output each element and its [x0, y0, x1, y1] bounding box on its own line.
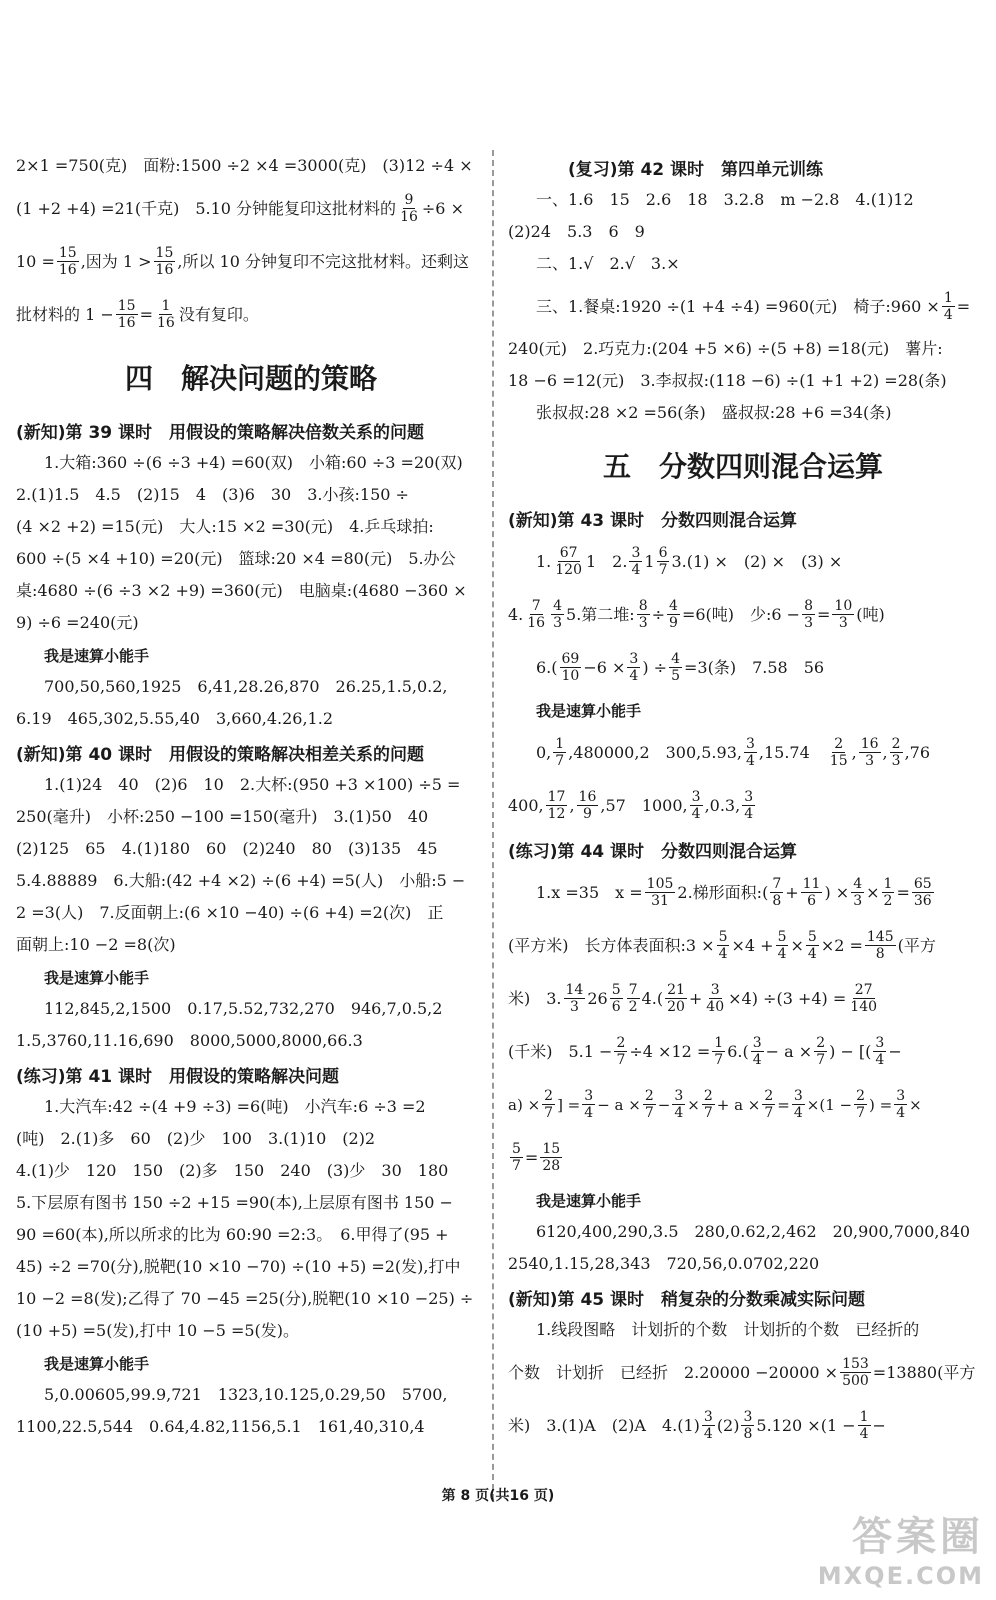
speed-calc-line: 700,50,560,1925 6,41,28.26,870 26.25,1.5,0.2,	[44, 677, 448, 696]
lesson-39-line: 2.(1)1.5 4.5 (2)15 4 (3)6 30 3.小孩:150 ÷	[16, 485, 409, 504]
lesson-40-title: (新知)第 40 课时 用假设的策略解决相差关系的问题	[16, 744, 425, 765]
speed-calc-line: 5,0.00605,99.9,721 1323,10.125,0.29,50 5700,	[44, 1385, 448, 1404]
lesson-44-line: 1.x =35 x = $\frac{105}{31}$ 2.梯形面积:( $\frac{7}{8}$ + $\frac{11}{6}$ ) × $\frac{4}{3}$ × $\frac{1}{2}$ = $\frac{65}{36}$	[536, 876, 932, 909]
right-column	[508, 150, 978, 1452]
speed-calc-line: 112,845,2,1500 0.17,5.52,732,270 946,7,0.5,2	[44, 999, 443, 1018]
speed-calc-title: 我是速算小能手	[44, 646, 150, 665]
lesson-40-line: (2)125 65 4.(1)180 60 (2)240 80 (3)135 45	[16, 839, 438, 858]
speed-calc-title: 我是速算小能手	[536, 701, 642, 720]
lesson-40-line: 5.4.88889 6.大船:(42 +4 ×2) ÷(6 +4) =5(人) 小船:5 −	[16, 871, 466, 890]
text: ÷6 ×	[421, 198, 464, 218]
speed-calc-title: 我是速算小能手	[44, 968, 150, 987]
lesson-41-line: 45) ÷2 =70(分),脱靶(10 ×10 −70) ÷(10 +5) =2(发),打中	[16, 1257, 461, 1276]
lesson-43-line: 4. $\frac{7}{16}$ $\frac{4}{3}$ 5.第二堆: $\frac{8}{3}$ ÷ $\frac{4}{9}$ =6(吨) 少:6 − $\frac{8}{3}$ = $\frac{10}{3}$ (吨)	[508, 598, 885, 631]
lesson-40-line: 1.(1)24 40 (2)6 10 2.大杯:(950 +3 ×100) ÷5 =	[44, 775, 461, 794]
speed-calc-title: 我是速算小能手	[536, 1191, 642, 1210]
intro-line-3: 10 = $\frac{15}{16}$ ,因为 1 > $\frac{15}{16}$ ,所以 10 分钟复印不完这批材料。还剩这	[16, 245, 469, 278]
intro-line-4: 批材料的 1 − $\frac{15}{16}$ = $\frac{1}{16}$ 没有复印。	[16, 298, 259, 331]
lesson-39-line: (4 ×2 +2) =15(元) 大人:15 ×2 =30(元) 4.乒乓球拍:	[16, 517, 434, 536]
lesson-40-line: 2 =3(人) 7.反面朝上:(6 ×10 −40) ÷(6 +4) =2(次) 正	[16, 903, 444, 922]
lesson-41-title: (练习)第 41 课时 用假设的策略解决问题	[16, 1066, 340, 1087]
lesson-44-line: $\frac{5}{7}$ = $\frac{15}{28}$	[512, 1141, 561, 1174]
lesson-42-line: 二、1.√ 2.√ 3.×	[536, 254, 680, 273]
lesson-44-line: (千米) 5.1 − $\frac{2}{7}$ ÷4 ×12 = $\frac{1}{7}$ 6.( $\frac{3}{4}$ − a × $\frac{2}{7}$ ) − [( $\frac{3}{4}$ −	[508, 1035, 902, 1068]
chapter-heading-5: 五 分数四则混合运算	[602, 450, 883, 483]
lesson-44-title: (练习)第 44 课时 分数四则混合运算	[508, 841, 798, 862]
text: (1 +2 +4) =21(千克) 5.10 分钟能复印这批材料的	[16, 198, 397, 218]
watermark-sub: MXQE.COM	[817, 1562, 984, 1590]
lesson-40-line: 面朝上:10 −2 =8(次)	[16, 935, 176, 954]
lesson-42-line: (2)24 5.3 6 9	[508, 222, 645, 241]
lesson-44-line: 米) 3. $\frac{14}{3}$ 26 $\frac{5}{6}$ $\frac{7}{2}$ 4.( $\frac{21}{20}$ + $\frac{3}{40}$ ×4) ÷(3 +4) = $\frac{27}{140}$	[508, 982, 878, 1015]
speed-calc-line: 2540,1.15,28,343 720,56,0.0702,220	[508, 1254, 820, 1273]
lesson-41-line: 4.(1)少 120 150 (2)多 150 240 (3)少 30 180	[16, 1161, 449, 1180]
lesson-41-line: (吨) 2.(1)多 60 (2)少 100 3.(1)10 (2)2	[16, 1129, 376, 1148]
speed-calc-line: 1100,22.5,544 0.64,4.82,1156,5.1 161,40,310,4	[16, 1417, 425, 1436]
lesson-40-line: 250(毫升) 小杯:250 −100 =150(毫升) 3.(1)50 40	[16, 807, 429, 826]
lesson-43-title: (新知)第 43 课时 分数四则混合运算	[508, 510, 798, 531]
lesson-41-line: 5.下层原有图书 150 ÷2 +15 =90(本),上层原有图书 150 −	[16, 1193, 453, 1212]
speed-calc-line: 1.5,3760,11.16,690 8000,5000,8000,66.3	[16, 1031, 363, 1050]
lesson-44-line: a) × $\frac{2}{7}$ ] = $\frac{3}{4}$ − a × $\frac{2}{7}$ − $\frac{3}{4}$ × $\frac{2}{7}$ + a × $\frac{2}{7}$ = $\frac{3}{4}$ ×(1 − $\frac{2}{7}$ ) = $\frac{3}{4}$ ×	[508, 1088, 922, 1121]
speed-calc-title: 我是速算小能手	[44, 1354, 150, 1373]
column-divider	[492, 150, 494, 1500]
intro-line-2	[16, 182, 486, 235]
left-column	[16, 150, 486, 1443]
lesson-39-title: (新知)第 39 课时 用假设的策略解决倍数关系的问题	[16, 422, 425, 443]
chapter-heading-4: 四 解决问题的策略	[124, 362, 377, 395]
lesson-41-line: (10 +5) =5(发),打中 10 −5 =5(发)。	[16, 1321, 300, 1340]
lesson-39-line: 1.大箱:360 ÷(6 ÷3 +4) =60(双) 小箱:60 ÷3 =20(双)	[44, 453, 463, 472]
lesson-43-line: 1. $\frac{67}{120}$ 1 2. $\frac{3}{4}$ 1 $\frac{6}{7}$ 3.(1) × (2) × (3) ×	[536, 545, 843, 578]
watermark-main: 答案圈	[852, 1514, 984, 1560]
lesson-42-line: 一、1.6 15 2.6 18 3.2.8 m −2.8 4.(1)12	[536, 190, 914, 209]
speed-calc-line: 6120,400,290,3.5 280,0.62,2,462 20,900,7000,840	[536, 1222, 971, 1241]
lesson-41-line: 1.大汽车:42 ÷(4 +9 ÷3) =6(吨) 小汽车:6 ÷3 =2	[44, 1097, 426, 1116]
lesson-45-line: 个数 计划折 已经折 2.20000 −20000 × $\frac{153}{500}$ =13880(平方	[508, 1356, 976, 1389]
lesson-39-line: 桌:4680 ÷(6 ÷3 ×2 +9) =360(元) 电脑桌:(4680 −360 ×	[16, 581, 467, 600]
lesson-39-line: 600 ÷(5 ×4 +10) =20(元) 篮球:20 ×4 =80(元) 5.办公	[16, 549, 456, 568]
lesson-39-line: 9) ÷6 =240(元)	[16, 613, 139, 632]
lesson-42-line: 三、1.餐桌:1920 ÷(1 +4 ÷4) =960(元) 椅子:960 × $\frac{1}{4}$ =	[536, 290, 971, 323]
lesson-43-line: 6.( $\frac{69}{10}$ −6 × $\frac{3}{4}$ ) ÷ $\frac{4}{5}$ =3(条) 7.58 56	[536, 651, 825, 684]
lesson-45-line: 米) 3.(1)A (2)A 4.(1) $\frac{3}{4}$ (2) $\frac{3}{8}$ 5.120 ×(1 − $\frac{1}{4}$ −	[508, 1409, 886, 1442]
speed-calc-line: 6.19 465,302,5.55,40 3,660,4.26,1.2	[16, 709, 333, 728]
lesson-44-line: (平方米) 长方体表面积:3 × $\frac{5}{4}$ ×4 + $\frac{5}{4}$ × $\frac{5}{4}$ ×2 = $\frac{145}{8}$ (平方	[508, 929, 936, 962]
lesson-45-title: (新知)第 45 课时 稍复杂的分数乘减实际问题	[508, 1289, 866, 1310]
lesson-42-line: 240(元) 2.巧克力:(204 +5 ×6) ÷(5 +8) =18(元) 薯片:	[508, 339, 943, 358]
fraction: $\frac{9}{16}$	[400, 192, 418, 225]
lesson-41-line: 10 −2 =8(发);乙得了 70 −45 =25(分),脱靶(10 ×10 −25) ÷	[16, 1289, 474, 1308]
lesson-41-line: 90 =60(本),所以所求的比为 60:90 =2:3。 6.甲得了(95 +	[16, 1225, 449, 1244]
lesson-45-line: 1.线段图略 计划折的个数 计划折的个数 已经折的	[536, 1320, 920, 1339]
page-footer: 第 8 页(共16 页)	[441, 1488, 555, 1504]
lesson-42-line: 18 −6 =12(元) 3.李叔叔:(118 −6) ÷(1 +1 +2) =28(条)	[508, 371, 947, 390]
watermark-logo	[818, 1505, 984, 1590]
lesson-42-line: 张叔叔:28 ×2 =56(条) 盛叔叔:28 +6 =34(条)	[536, 403, 892, 422]
intro-line-1: 2×1 =750(克) 面粉:1500 ÷2 ×4 =3000(克) (3)12 ÷4 ×	[16, 156, 473, 175]
speed-calc-line: 0, $\frac{1}{7}$ ,480000,2 300,5.93, $\frac{3}{4}$ ,15.74 $\frac{2}{15}$ , $\frac{16}{3}$ , $\frac{2}{3}$ ,76	[536, 736, 931, 769]
speed-calc-line: 400, $\frac{17}{12}$ , $\frac{16}{9}$ ,57 1000, $\frac{3}{4}$ ,0.3, $\frac{3}{4}$	[508, 789, 754, 822]
lesson-42-title: (复习)第 42 课时 第四单元训练	[568, 159, 824, 180]
